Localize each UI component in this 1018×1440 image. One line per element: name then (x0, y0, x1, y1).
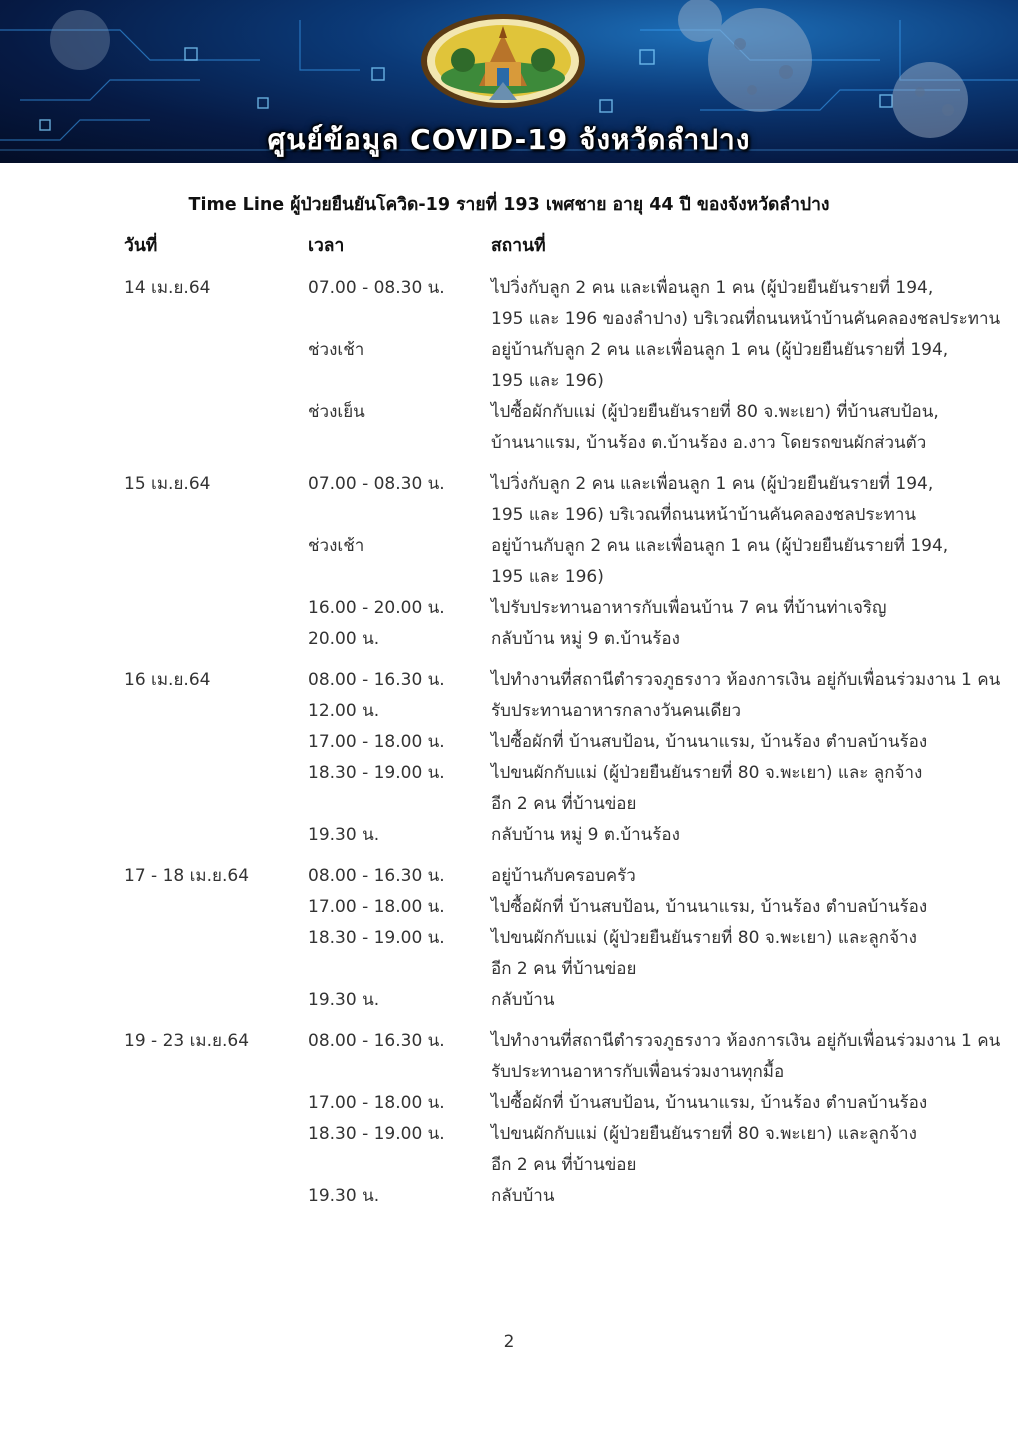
timeline-row (0, 268, 1018, 299)
place-cell: ไปทำงานที่สถานีตำรวจภูธรงาว ห้องการเงิน อยู่กับเพื่อนร่วมงาน 1 คน (491, 1031, 1001, 1051)
time-cell: 18.30 - 19.00 น. (308, 1124, 445, 1144)
place-cell: ไปวิ่งกับลูก 2 คน และเพื่อนลูก 1 คน (ผู้ป่วยยืนยันรายที่ 194, (491, 474, 934, 494)
place-cell: ไปขนผักกับแม่ (ผู้ป่วยยืนยันรายที่ 80 จ.พะเยา) และลูกจ้าง (491, 928, 917, 948)
place-cell: ไปรับประทานอาหารกับเพื่อนบ้าน 7 คน ที่บ้านท่าเจริญ (491, 598, 887, 618)
timeline-row (0, 918, 1018, 949)
time-cell: 17.00 - 18.00 น. (308, 897, 445, 917)
time-cell: 17.00 - 18.00 น. (308, 732, 445, 752)
place-cell: ไปซื้อผักที่ บ้านสบป้อน, บ้านนาแรม, บ้านร้อง ตำบลบ้านร้อง (491, 732, 928, 752)
place-cell: อีก 2 คน ที่บ้านข่อย (491, 794, 637, 814)
timeline-row (0, 330, 1018, 361)
time-cell: 19.30 น. (308, 1186, 380, 1206)
timeline-row (0, 753, 1018, 784)
virus-shape-left (50, 10, 110, 70)
time-cell: 19.30 น. (308, 825, 380, 845)
time-cell: 08.00 - 16.30 น. (308, 670, 445, 690)
timeline-row (0, 1021, 1018, 1052)
time-cell: 07.00 - 08.30 น. (308, 278, 445, 298)
timeline-row (0, 980, 1018, 1011)
timeline-table (0, 268, 1018, 1207)
provincial-seal-logo (419, 12, 587, 110)
timeline-row (0, 856, 1018, 887)
place-cell: อยู่บ้านกับครอบครัว (491, 866, 636, 886)
place-cell: อยู่บ้านกับลูก 2 คน และเพื่อนลูก 1 คน (ผู้ป่วยยืนยันรายที่ 194, (491, 536, 949, 556)
date-cell: 17 - 18 เม.ย.64 (124, 866, 250, 886)
place-cell: ไปขนผักกับแม่ (ผู้ป่วยยืนยันรายที่ 80 จ.พะเยา) และลูกจ้าง (491, 1124, 917, 1144)
date-cell: 15 เม.ย.64 (124, 474, 211, 494)
banner-title: ศูนย์ข้อมูล COVID-19 จังหวัดลำปาง (267, 123, 751, 156)
time-cell: 17.00 - 18.00 น. (308, 1093, 445, 1113)
column-header-place: สถานที่ (491, 236, 546, 256)
time-cell: ช่วงเช้า (308, 536, 365, 556)
timeline-row (0, 660, 1018, 691)
time-cell: 16.00 - 20.00 น. (308, 598, 445, 618)
time-cell: 08.00 - 16.30 น. (308, 1031, 445, 1051)
column-header-date: วันที่ (124, 236, 158, 256)
place-cell: กลับบ้าน หมู่ 9 ต.บ้านร้อง (491, 825, 680, 845)
date-cell: 14 เม.ย.64 (124, 278, 211, 298)
timeline-row (0, 495, 1018, 526)
timeline-row (0, 887, 1018, 918)
timeline-row (0, 392, 1018, 423)
timeline-row (0, 1083, 1018, 1114)
timeline-row (0, 423, 1018, 454)
timeline-row (0, 1114, 1018, 1145)
timeline-row (0, 1052, 1018, 1083)
timeline-row (0, 619, 1018, 650)
time-cell: 18.30 - 19.00 น. (308, 763, 445, 783)
time-cell: 12.00 น. (308, 701, 380, 721)
place-cell: 195 และ 196) บริเวณที่ถนนหน้าบ้านคันคลองชลประทาน (491, 505, 917, 525)
place-cell: 195 และ 196) (491, 567, 604, 587)
place-cell: ไปวิ่งกับลูก 2 คน และเพื่อนลูก 1 คน (ผู้ป่วยยืนยันรายที่ 194, (491, 278, 934, 298)
header-banner (0, 0, 1018, 163)
column-header-time: เวลา (308, 236, 345, 256)
document-title: Time Line ผู้ป่วยยืนยันโควิด-19 รายที่ 193 เพศชาย อายุ 44 ปี ของจังหวัดลำปาง (188, 195, 830, 215)
date-cell: 19 - 23 เม.ย.64 (124, 1031, 250, 1051)
place-cell: กลับบ้าน (491, 990, 555, 1010)
place-cell: ไปซื้อผักที่ บ้านสบป้อน, บ้านนาแรม, บ้านร้อง ตำบลบ้านร้อง (491, 1093, 928, 1113)
place-cell: อีก 2 คน ที่บ้านข่อย (491, 1155, 637, 1175)
timeline-row (0, 949, 1018, 980)
place-cell: กลับบ้าน (491, 1186, 555, 1206)
timeline-row (0, 1176, 1018, 1207)
time-cell: 19.30 น. (308, 990, 380, 1010)
timeline-row (0, 526, 1018, 557)
date-cell: 16 เม.ย.64 (124, 670, 211, 690)
place-cell: รับประทานอาหารกลางวันคนเดียว (491, 701, 742, 721)
timeline-row (0, 815, 1018, 846)
time-cell: ช่วงเช้า (308, 340, 365, 360)
place-cell: ไปซื้อผักกับแม่ (ผู้ป่วยยืนยันรายที่ 80 จ.พะเยา) ที่บ้านสบป้อน, (491, 402, 939, 422)
time-cell: 07.00 - 08.30 น. (308, 474, 445, 494)
time-cell: ช่วงเย็น (308, 402, 365, 422)
place-cell: 195 และ 196 ของลำปาง) บริเวณที่ถนนหน้าบ้านคันคลองชลประทาน (491, 309, 1001, 329)
timeline-row (0, 691, 1018, 722)
timeline-row (0, 722, 1018, 753)
place-cell: ไปซื้อผักที่ บ้านสบป้อน, บ้านนาแรม, บ้านร้อง ตำบลบ้านร้อง (491, 897, 928, 917)
time-cell: 08.00 - 16.30 น. (308, 866, 445, 886)
place-cell: 195 และ 196) (491, 371, 604, 391)
place-cell: ไปทำงานที่สถานีตำรวจภูธรงาว ห้องการเงิน อยู่กับเพื่อนร่วมงาน 1 คน (491, 670, 1001, 690)
timeline-row (0, 557, 1018, 588)
timeline-row (0, 464, 1018, 495)
place-cell: ไปขนผักกับแม่ (ผู้ป่วยยืนยันรายที่ 80 จ.พะเยา) และ ลูกจ้าง (491, 763, 923, 783)
place-cell: กลับบ้าน หมู่ 9 ต.บ้านร้อง (491, 629, 680, 649)
timeline-row (0, 1145, 1018, 1176)
time-cell: 20.00 น. (308, 629, 380, 649)
place-cell: อยู่บ้านกับลูก 2 คน และเพื่อนลูก 1 คน (ผู้ป่วยยืนยันรายที่ 194, (491, 340, 949, 360)
timeline-row (0, 361, 1018, 392)
place-cell: อีก 2 คน ที่บ้านข่อย (491, 959, 637, 979)
timeline-row (0, 784, 1018, 815)
place-cell: รับประทานอาหารกับเพื่อนร่วมงานทุกมื้อ (491, 1062, 785, 1082)
timeline-row (0, 299, 1018, 330)
place-cell: บ้านนาแรม, บ้านร้อง ต.บ้านร้อง อ.งาว โดยรถขนผักส่วนตัว (491, 433, 927, 453)
page-number: 2 (503, 1332, 515, 1352)
timeline-row (0, 588, 1018, 619)
time-cell: 18.30 - 19.00 น. (308, 928, 445, 948)
